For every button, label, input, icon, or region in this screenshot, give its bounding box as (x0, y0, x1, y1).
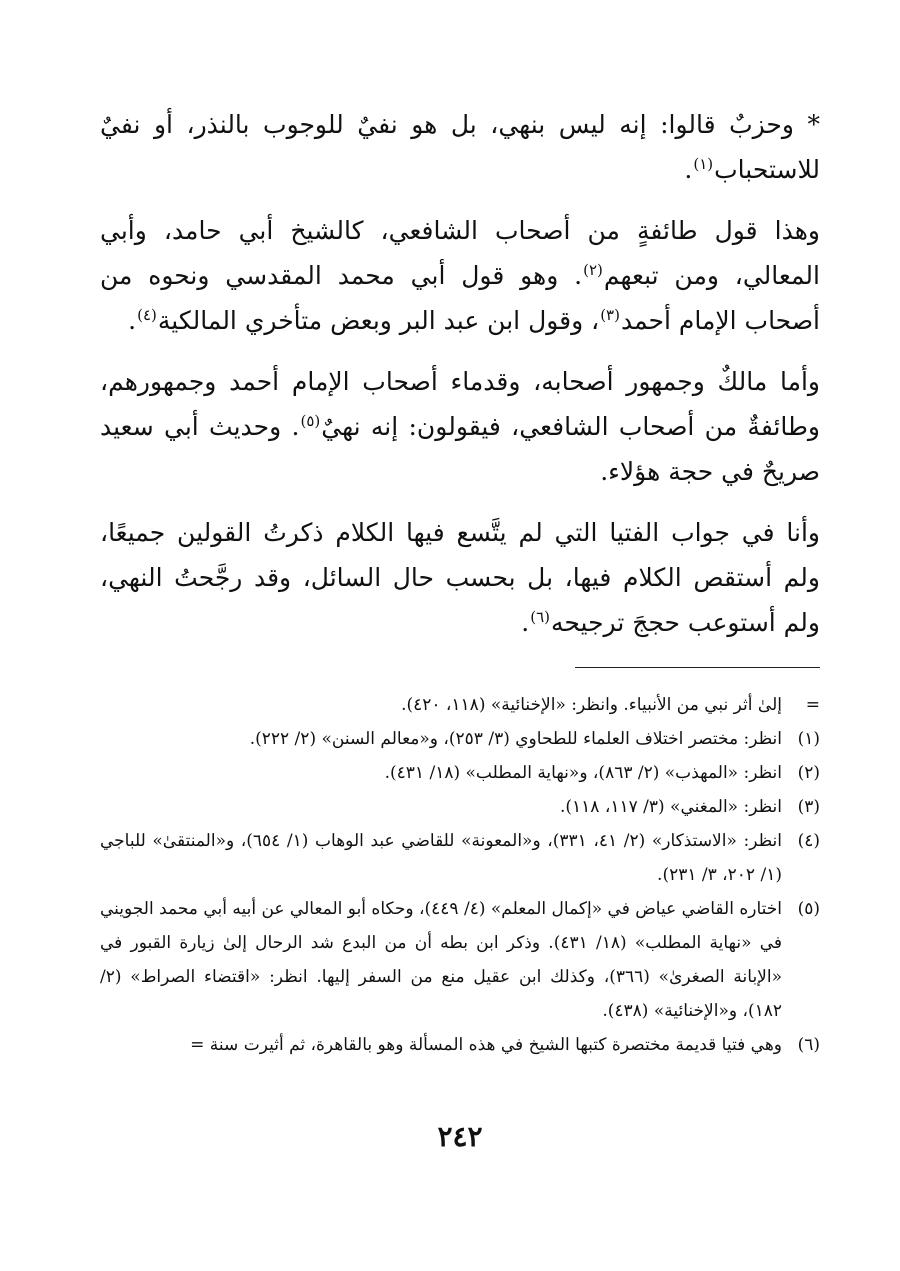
footnote-number: (٦) (797, 1035, 820, 1055)
paragraph (100, 208, 820, 343)
paragraph-text: . (128, 306, 137, 335)
paragraph (100, 510, 820, 645)
paragraph-text: . (684, 155, 693, 184)
footnote-text: اختاره القاضي عياض في «إكمال المعلم» (٤/ ٤٤٩)، وحكاه أبو المعالي عن أبيه أبي محمد الجويني في «نهاية المطلب» (١٨/ ٤٣١). وذكر ابن بطه أن من البدع شد الرحال إلىٰ زيارة القبور في «الإبانة الصغرىٰ» (٣٦٦)، وكذلك ابن عقيل منع من السفر إليها. انظر: «اقتضاء الصراط» (٢/ ١٨٢)، و«الإخنائية» (٤٣٨). (99, 899, 782, 1021)
page-number: ٢٤٢ (437, 1120, 483, 1153)
footnote (100, 722, 820, 756)
footnote (100, 824, 820, 892)
footnote-reference: (٤) (137, 305, 157, 324)
paragraph-text: . (521, 608, 530, 637)
main-text (100, 102, 820, 645)
footnote-number: (٥) (797, 899, 820, 919)
footnote-text: انظر: «المهذب» (٢/ ٨٦٣)، و«نهاية المطلب» (١٨/ ٤٣١). (384, 763, 782, 783)
footnote-reference: (٣) (600, 305, 620, 324)
footnote (100, 790, 820, 824)
footnotes (100, 688, 820, 1062)
footnote-number: (٢) (797, 763, 820, 783)
paragraph-text: وأما مالكٌ وجمهور أصحابه، وقدماء أصحاب الإمام أحمد وجمهورهم، وطائفةٌ من أصحاب الشافعي، فيقولون: إنه نهيٌ (100, 367, 821, 441)
footnote-reference: (٥) (300, 411, 321, 430)
footnote-divider (575, 667, 820, 668)
footnote (100, 688, 820, 722)
paragraph-text: . وحديث أبي سعيد صريحٌ في حجة هؤلاء. (100, 412, 820, 486)
paragraph (100, 102, 820, 192)
paragraph-text: وأنا في جواب الفتيا التي لم يتَّسع فيها الكلام ذكرتُ القولين جميعًا، ولم أستقص الكلام فيها، بل بحسب حال السائل، وقد رجَّحتُ النهي، ولم أستوعب حججَ ترجيحه (100, 518, 820, 637)
footnote-text: وهي فتيا قديمة مختصرة كتبها الشيخ في هذه المسألة وهو بالقاهرة، ثم أثيرت سنة = (190, 1035, 782, 1055)
book-page (100, 102, 820, 1202)
footnote-reference: (٦) (530, 607, 550, 626)
paragraph-text: * وحزبٌ قالوا: إنه ليس بنهي، بل هو نفيٌ للوجوب بالنذر، أو نفيٌ للاستحباب (100, 110, 820, 184)
footnote (100, 1028, 820, 1062)
paragraph-text: ، وقول ابن عبد البر وبعض متأخري المالكية (157, 306, 600, 335)
footnote (100, 756, 820, 790)
footnote-number: = (805, 695, 820, 715)
paragraph-text: وهذا قول طائفةٍ من أصحاب الشافعي، كالشيخ أبي حامد، وأبي المعالي، ومن تبعهم (100, 216, 820, 290)
paragraph (100, 359, 820, 494)
footnote-number: (١) (797, 729, 820, 749)
footnote-reference: (١) (693, 154, 714, 173)
paragraph-text: . وهو قول أبي محمد المقدسي ونحوه من أصحاب الإمام أحمد (100, 261, 820, 335)
footnote-text: انظر: «الاستذكار» (٢/ ٤١، ٣٣١)، و«المعونة» للقاضي عبد الوهاب (١/ ٦٥٤)، و«المنتقىٰ» للباجي (١/ ٢٠٢، ٣/ ٢٣١). (100, 831, 782, 885)
footnote-number: (٤) (797, 831, 820, 851)
footnote-text: انظر: «المغني» (٣/ ١١٧، ١١٨). (559, 797, 782, 817)
footnote-text: إلىٰ أثر نبي من الأنبياء. وانظر: «الإخنائية» (١١٨، ٤٢٠). (401, 695, 782, 715)
footnote-number: (٣) (797, 797, 820, 817)
footnote-reference: (٢) (583, 260, 603, 279)
footnote (100, 892, 820, 1028)
footnote-text: انظر: مختصر اختلاف العلماء للطحاوي (٣/ ٢٥٣)، و«معالم السنن» (٢/ ٢٢٢). (249, 729, 782, 749)
